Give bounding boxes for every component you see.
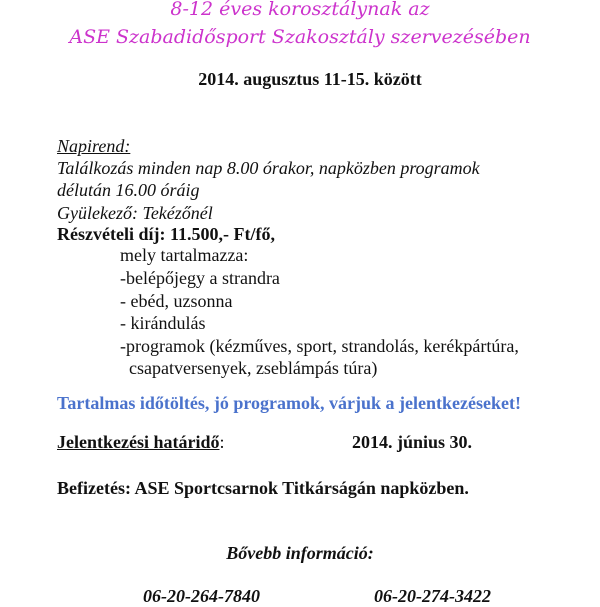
- agenda-heading: Napirend:: [57, 136, 131, 156]
- meeting-point: Gyülekező: Tekézőnél: [57, 203, 213, 223]
- phone-2[interactable]: 06-20-274-3422: [374, 586, 491, 606]
- phone-1[interactable]: 06-20-264-7840: [143, 586, 260, 606]
- fee-item: -programok (kézműves, sport, strandolás, kerékpártúra,: [120, 336, 519, 356]
- title-line-2: ASE Szabadidősport Szakosztály szervezésében: [69, 26, 531, 48]
- fee-item: csapatversenyek, zseblámpás túra): [120, 358, 378, 378]
- deadline-date: 2014. június 30.: [352, 432, 473, 452]
- event-dates: 2014. augusztus 11-15. között: [198, 69, 422, 89]
- slogan: Tartalmas időtöltés, jó programok, várjuk a jelentkezéseket!: [57, 393, 521, 413]
- deadline-colon: :: [219, 432, 225, 452]
- fee-item: -belépőjegy a strandra: [120, 268, 280, 288]
- agenda-line-1: Találkozás minden nap 8.00 órakor, napközben programok: [57, 158, 480, 178]
- contact-heading: Bővebb információ:: [226, 543, 374, 563]
- deadline-label: Jelentkezési határidő: [57, 432, 220, 452]
- payment-info: Befizetés: ASE Sportcsarnok Titkárságán napközben.: [57, 478, 469, 498]
- fee-item: - kirándulás: [120, 313, 206, 333]
- fee-item: - ebéd, uzsonna: [120, 291, 233, 311]
- agenda-line-2: délután 16.00 óráig: [57, 180, 200, 200]
- title-line-1: 8-12 éves korosztálynak az: [170, 0, 430, 20]
- fee-label: Részvételi díj: 11.500,- Ft/fő,: [57, 224, 275, 244]
- deadline-row: [57, 432, 225, 453]
- fee-includes: mely tartalmazza:: [120, 245, 249, 265]
